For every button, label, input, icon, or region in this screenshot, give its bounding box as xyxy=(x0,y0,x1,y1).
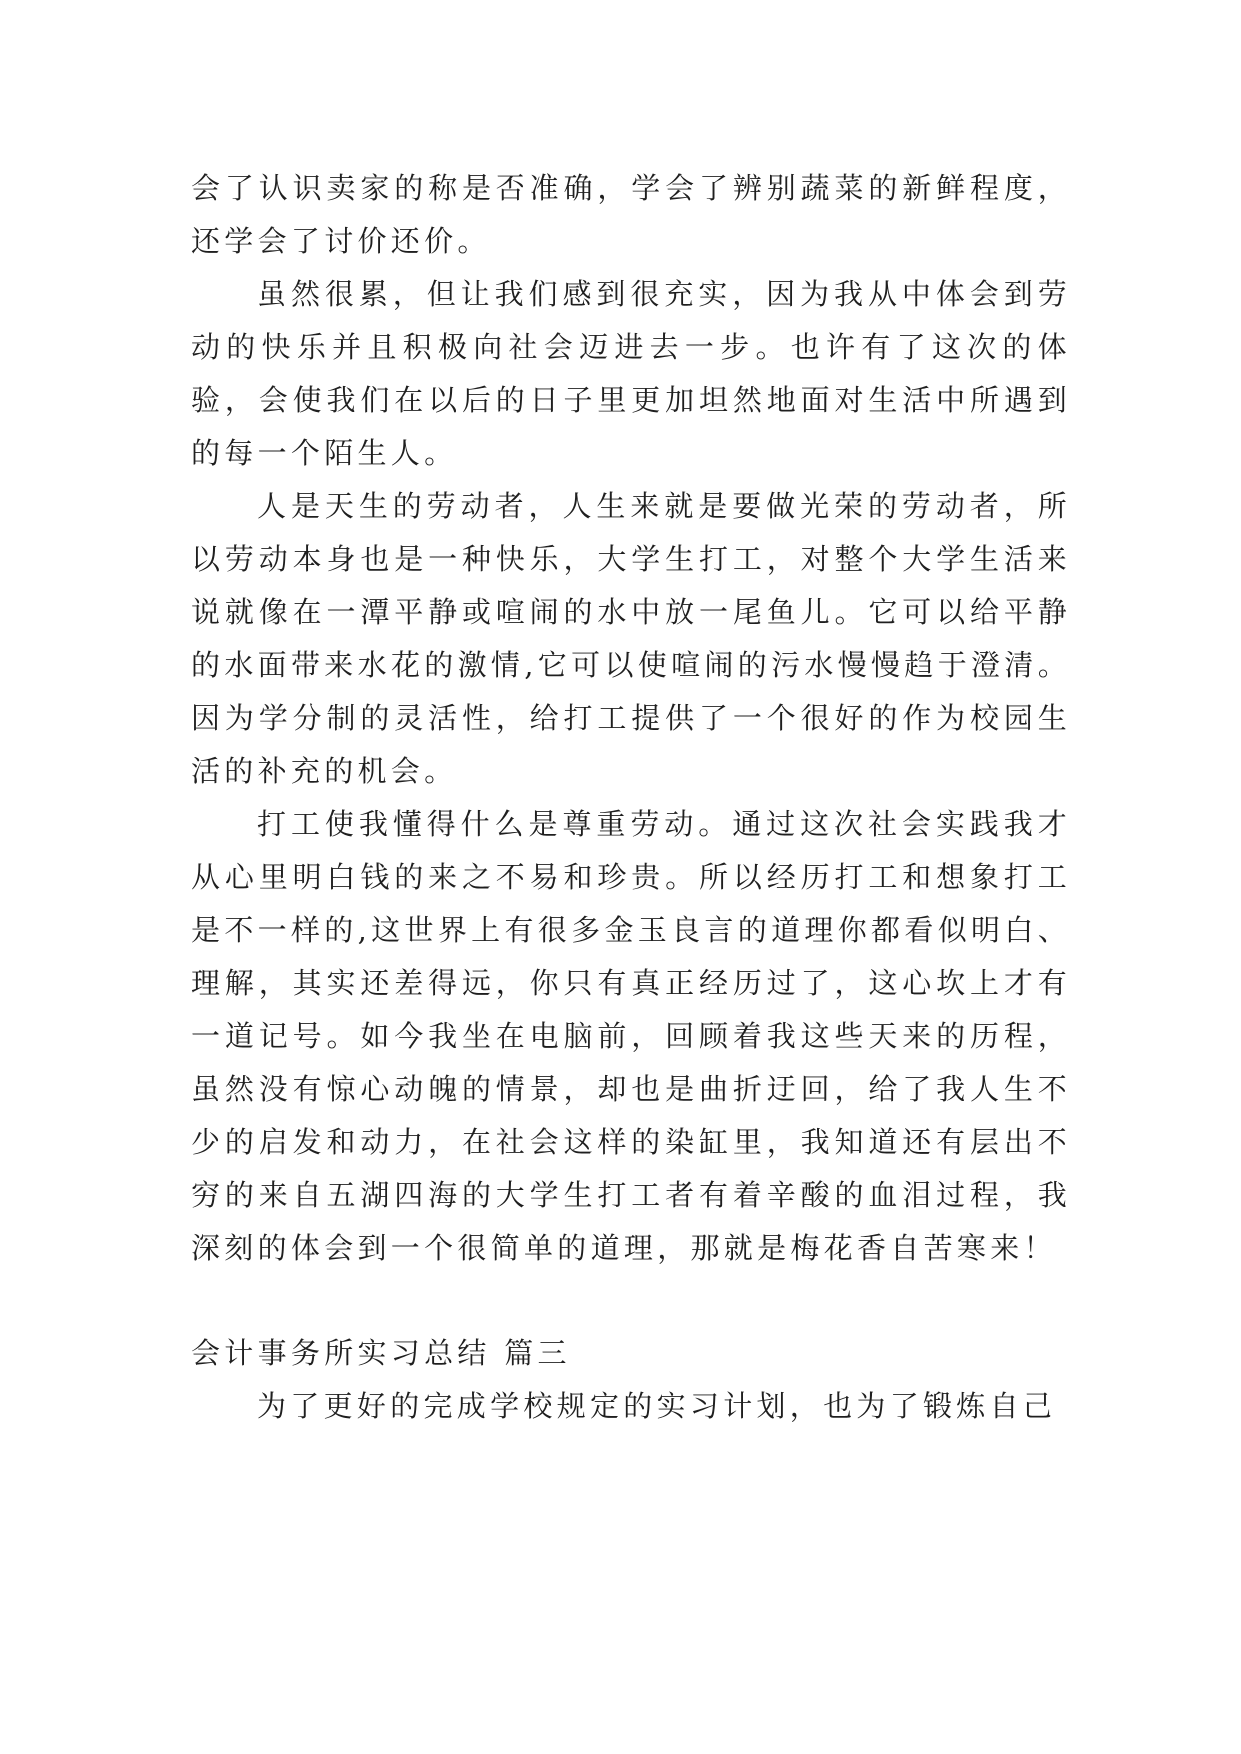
paragraph-born-laborer: 人是天生的劳动者，人生来就是要做光荣的劳动者，所以劳动本身也是一种快乐，大学生打工，对整个大学生活来说就像在一潭平静或喧闹的水中放一尾鱼儿。它可以给平静的水面带来水花的激情,它可以使喧闹的污水慢慢趋于澄清。因为学分制的灵活性，给打工提供了一个很好的作为校园生活的补充的机会。 xyxy=(191,489,1071,788)
document-body xyxy=(191,162,1071,1433)
paragraph-respect-labor: 打工使我懂得什么是尊重劳动。通过这次社会实践我才从心里明白钱的来之不易和珍贵。所以经历打工和想象打工是不一样的,这世界上有很多金玉良言的道理你都看似明白、理解，其实还差得远，你只有真正经历过了，这心坎上才有一道记号。如今我坐在电脑前，回顾着我这些天来的历程，虽然没有惊心动魄的情景，却也是曲折迂回，给了我人生不少的启发和动力，在社会这样的染缸里，我知道还有层出不穷的来自五湖四海的大学生打工者有着辛酸的血泪过程，我深刻的体会到一个很简单的道理，那就是梅花香自苦寒来！ xyxy=(191,807,1071,1265)
paragraph-labor-fulfillment: 虽然很累，但让我们感到很充实，因为我从中体会到劳动的快乐并且积极向社会迈进去一步。也许有了这次的体验，会使我们在以后的日子里更加坦然地面对生活中所遇到的每一个陌生人。 xyxy=(191,277,1071,470)
section-heading: 会计事务所实习总结 篇三 xyxy=(191,1336,571,1370)
section-first-paragraph: 为了更好的完成学校规定的实习计划，也为了锻炼自己 xyxy=(257,1389,1057,1423)
paragraph-continued: 会了认识卖家的称是否准确，学会了辨别蔬菜的新鲜程度，还学会了讨价还价。 xyxy=(191,171,1071,258)
